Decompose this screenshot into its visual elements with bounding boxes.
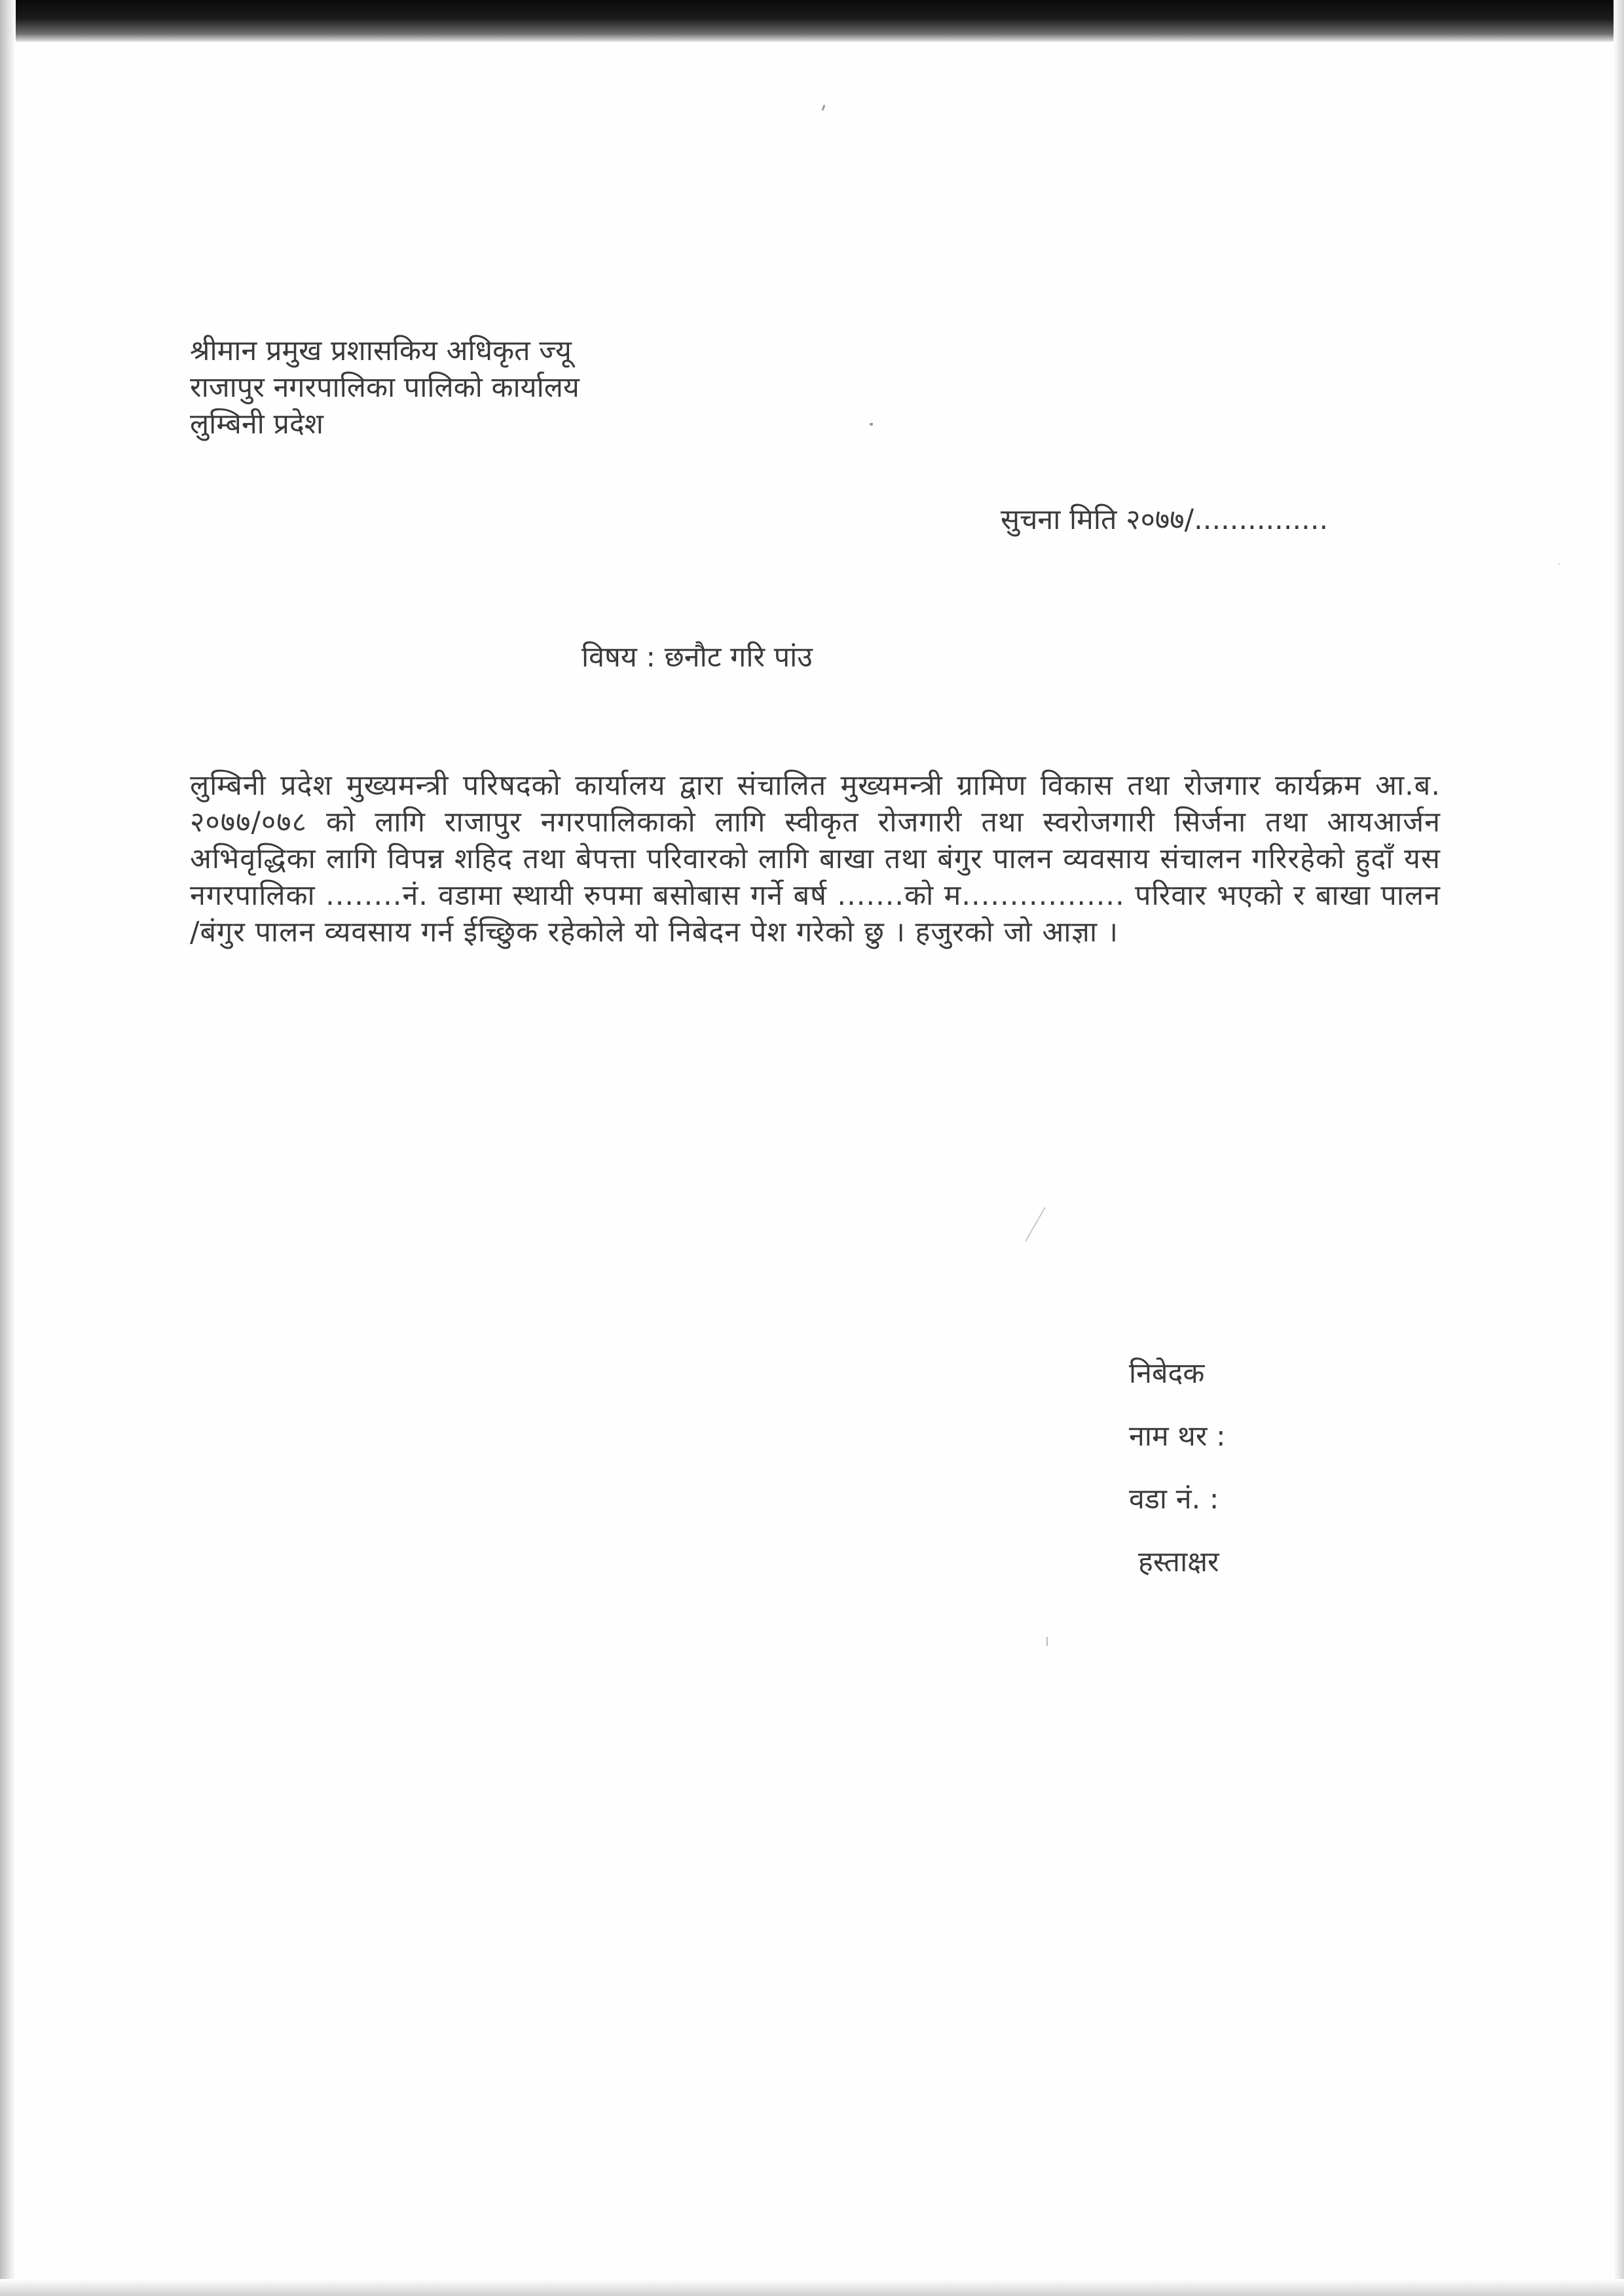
notice-date: सुचना मिति २०७७/...............: [1001, 503, 1329, 536]
scan-speck: [870, 423, 873, 426]
scan-right-edge: [1614, 0, 1624, 2296]
subject-line: विषय : छनौट गरि पांउ: [581, 641, 813, 674]
recipient-line-3: लुम्बिनी प्रदेश: [190, 408, 324, 441]
ward-label: वडा नं. :: [1129, 1483, 1219, 1516]
scan-bottom-edge: [0, 2279, 1624, 2296]
signature-label: हस्ताक्षर: [1138, 1546, 1219, 1578]
scan-speck: [1046, 1637, 1048, 1646]
scan-speck: [822, 105, 826, 111]
name-label: नाम थर :: [1129, 1420, 1226, 1453]
scan-speck: [1025, 1207, 1046, 1242]
signature-block: [1129, 1342, 1226, 1594]
recipient-line-1: श्रीमान प्रमुख प्रशासकिय अधिकृत ज्यू: [190, 335, 572, 367]
applicant-label: निबेदक: [1129, 1357, 1205, 1390]
application-body: लुम्बिनी प्रदेश मुख्यमन्त्री परिषदको कार्यालय द्वारा संचालित मुख्यमन्त्री ग्रामिण विकास तथा रोजगार कार्यक्रम आ.ब. २०७७/०७८ को लागि राजापुर नगरपालिकाको लागि स्वीकृत रोजगारी तथा स्वरोजगारी सिर्जना तथा आयआर्जन अभिवृद्धिका लागि विपन्न शहिद तथा बेपत्ता परिवारको लागि बाखा तथा बंगुर पालन व्यवसाय संचालन गरिरहेको हुदाँ यस नगरपालिका ........नं. वडामा स्थायी रुपमा बसोबास गर्ने बर्ष .......को म................. परिवार भएको र बाखा पालन /बंगुर पालन व्यवसाय गर्न ईच्छिुक रहेकोले यो निबेदन पेश गरेको छु । हजुरको जो आज्ञा ।: [190, 769, 1441, 949]
scan-left-edge: [0, 0, 16, 2296]
scan-speck: [1559, 563, 1560, 564]
recipient-line-2: राजापुर नगरपालिका पालिको कार्यालय: [190, 371, 580, 404]
scan-top-edge: [0, 0, 1624, 42]
recipient-address: [190, 333, 580, 443]
